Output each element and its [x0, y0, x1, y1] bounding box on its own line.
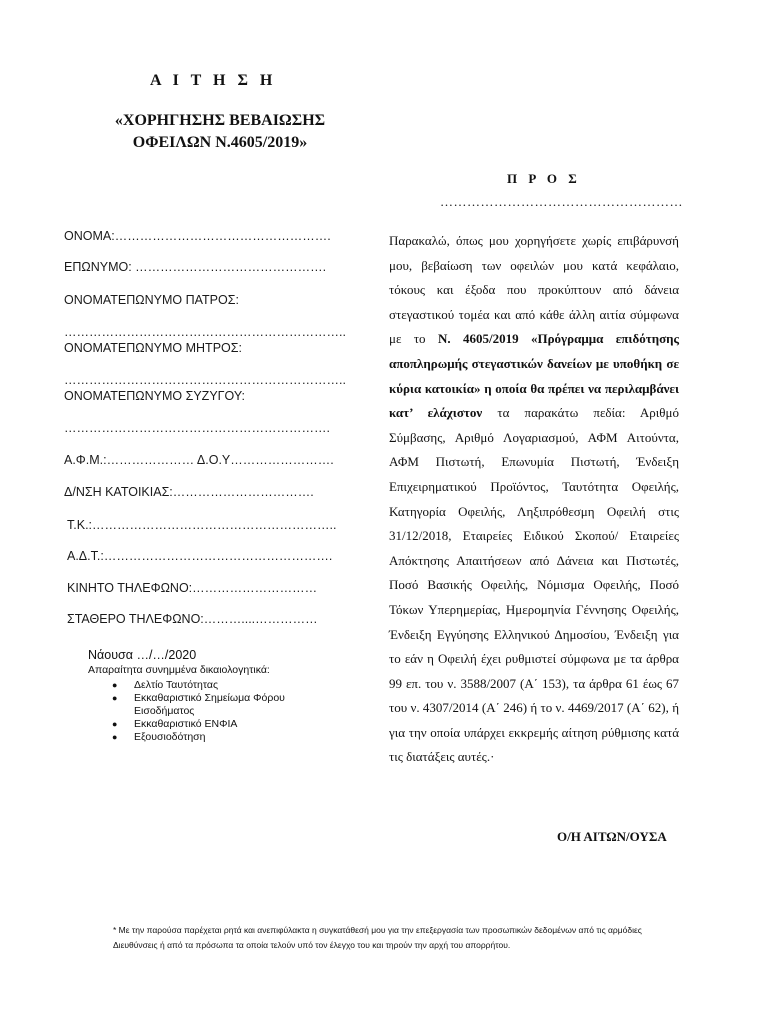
- field-spouse-name-blank: ……………………………………………………….: [64, 421, 330, 435]
- bullet-icon: ●: [112, 693, 118, 703]
- field-last-name: ΕΠΩΝΥΜΟ: ……………………………………….: [64, 260, 327, 274]
- list-item: ● Δελτίο Ταυτότητας: [112, 679, 219, 691]
- request-body-bold: Ν. 4605/2019 «Πρόγραμμα επιδότησης αποπληρωμής στεγαστικών δανείων με υποθήκη σε κύρια κατοικία» η οποία θα πρέπει να περιλαμβάνει κατ’ ελάχιστον: [389, 331, 680, 421]
- field-mother-name-label: ΟΝΟΜΑΤΕΠΩΝΥΜΟ ΜΗΤΡΟΣ:: [64, 341, 242, 355]
- attachments-heading: Απαραίτητα συνημμένα δικαιολογητικά:: [88, 664, 270, 676]
- request-body-part2: τα παρακάτω πεδία: Αριθμό Σύμβασης, Αριθμό Λογαριασμού, ΑΦΜ Αιτούντα, ΑΦΜ Πιστωτή, Επωνυμία Πιστωτή, Ένδειξη Επιχειρηματικού Προϊόντος, Ταυτότητα Οφειλής, Κατηγορία Οφειλής, Ληξιπρόθεσμη Οφειλή στις 31/12/2018, Εταιρείες Ειδικού Σκοπού/ Εταιρείες Απόκτησης Απαιτήσεων από Δάνεια και Πιστωτές, Ποσό Βασικής Οφειλής, Νόμισμα Οφειλής, Ποσό Τόκων Υπερημερίας, Ημερομηνία Γέννησης Οφειλής, Ένδειξη Εγγύησης Ελληνικού Δημοσίου, Ένδειξη για το εάν η Οφειλή έχει ρυθμιστεί σύμφωνα με τα άρθρα 99 επ. του ν. 3588/2007 (Α΄ 153), τα άρθρα 61 έως 67 του ν. 4307/2014 (Α΄ 246) ή το ν. 4469/2017 (Α΄ 62), ή για την οποία υπάρχει εκκρεμής αίτηση ρύθμισης κατά τις διατάξεις αυτές.·: [389, 405, 679, 765]
- list-item: ● Εκκαθαριστικό ΕΝΦΙΑ: [112, 718, 238, 730]
- consent-footnote: * Με την παρούσα παρέχεται ρητά και ανεπιφύλακτα η συγκατάθεσή μου για την επεξεργασία των προσωπικών δεδομένων από τις αρμόδιες Διευθύνσεις ή από τα πρόσωπα τα οποία τελούν υπό τον έλεγχο του και τηρούν την αρχή του απορρήτου.: [113, 925, 642, 950]
- document-subtitle: [80, 110, 360, 154]
- request-body-part1: Παρακαλώ, όπως μου χορηγήσετε χωρίς επιβάρυνσή μου, βεβαίωση των οφειλών μου κατά κεφάλαιο, τόκους και έξοδα που προκύπτουν από δάνεια στεγαστικού τομέα και από κάθε άλλη αιτία σύμφωνα με το: [389, 233, 679, 347]
- bullet-icon: ●: [112, 719, 118, 729]
- place-date: Νάουσα …/…/2020: [88, 648, 197, 662]
- request-body: [389, 229, 679, 770]
- field-father-name-blank: …………………………………………………………..: [64, 325, 346, 339]
- bullet-icon: ●: [112, 680, 118, 690]
- field-first-name: ΟΝΟΜΑ:…………………………………………….: [64, 229, 331, 243]
- attachments-list: [110, 679, 340, 744]
- list-item: ● Εκκαθαριστικό Σημείωμα Φόρου Εισοδήματος: [112, 692, 285, 717]
- recipient-blank: ………………………………………………: [440, 194, 683, 209]
- field-id-number: Α.Δ.Τ.:……………………………………………….: [67, 549, 333, 563]
- field-tax-id: Α.Φ.Μ.:………………… Δ.Ο.Υ…………………….: [64, 453, 334, 467]
- field-mobile-phone: ΚΙΝΗΤΟ ΤΗΛΕΦΩΝΟ:…………………………: [67, 581, 318, 595]
- subtitle-line-1: «ΧΟΡΗΓΗΣΗΣ ΒΕΒΑΙΩΣΗΣ: [114, 112, 326, 129]
- recipient-label: Π Ρ Ο Σ: [507, 171, 581, 186]
- field-address: Δ/ΝΣΗ ΚΑΤΟΙΚΙΑΣ:…………………………….: [64, 485, 314, 499]
- field-postal-code: Τ.Κ.:…………………………………………………..: [67, 518, 337, 532]
- field-father-name-label: ΟΝΟΜΑΤΕΠΩΝΥΜΟ ΠΑΤΡΟΣ:: [64, 293, 239, 307]
- list-item: ● Εξουσιοδότηση: [112, 731, 206, 743]
- signer-label: Ο/Η ΑΙΤΩΝ/ΟΥΣΑ: [557, 829, 667, 844]
- subtitle-line-2: ΟΦΕΙΛΩΝ Ν.4605/2019»: [132, 134, 308, 151]
- field-spouse-name-label: ΟΝΟΜΑΤΕΠΩΝΥΜΟ ΣΥΖΥΓΟΥ:: [64, 389, 245, 403]
- bullet-icon: ●: [112, 732, 118, 742]
- document-title: Α Ι Τ Η Σ Η: [150, 72, 277, 89]
- field-landline-phone: ΣΤΑΘΕΡΟ ΤΗΛΕΦΩΝΟ:………....……………: [67, 612, 318, 626]
- field-mother-name-blank: …………………………………………………………..: [64, 373, 346, 387]
